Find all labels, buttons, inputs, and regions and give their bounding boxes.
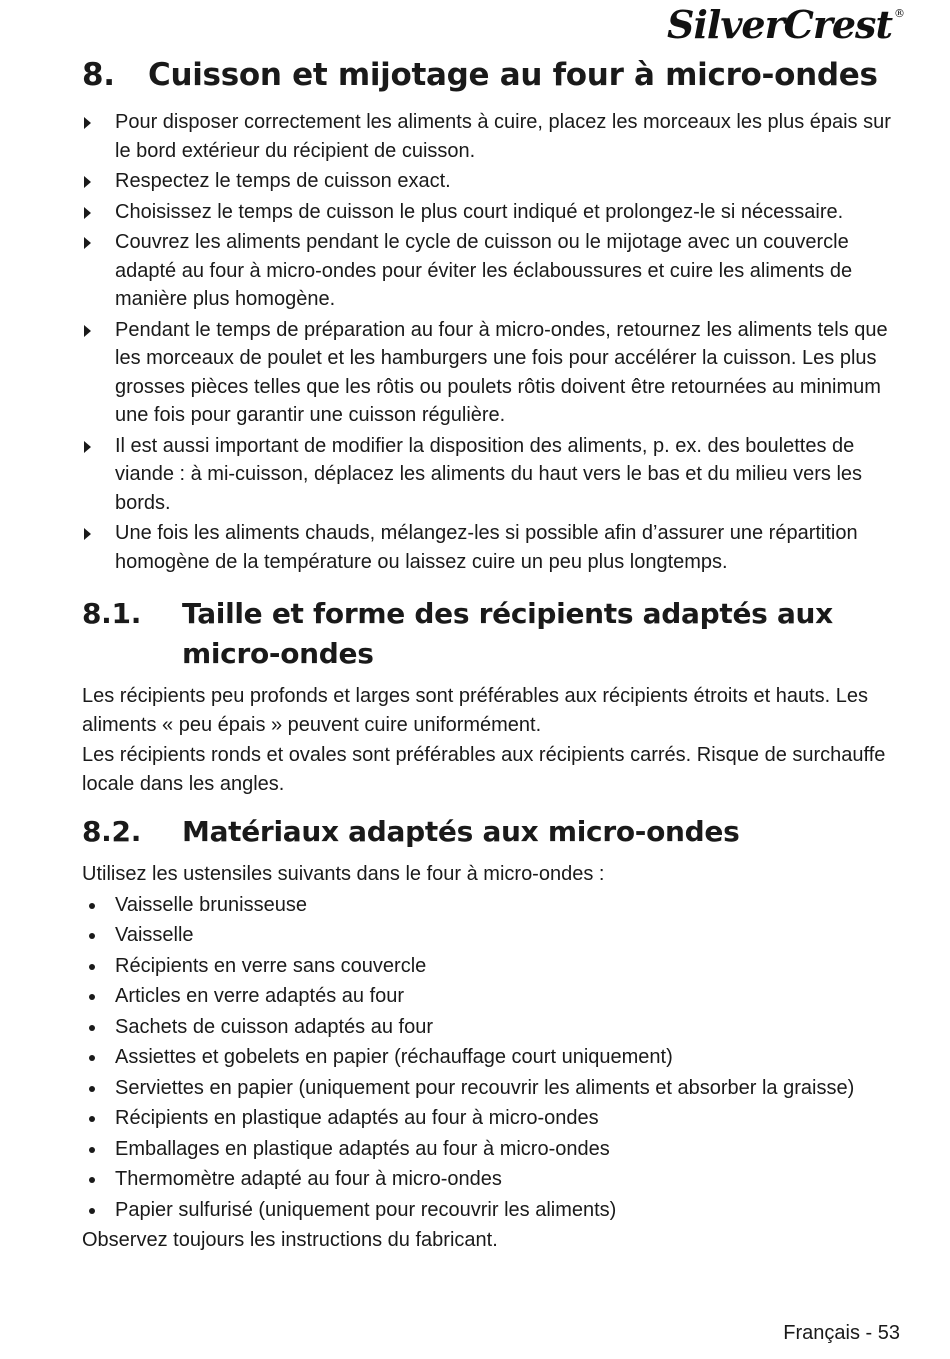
list-item (82, 1013, 904, 1042)
materials-list (82, 891, 904, 1225)
section-8-1-number: 8.1. (82, 597, 142, 630)
registered-mark: ® (894, 7, 904, 20)
bullet-dot-icon (89, 903, 95, 909)
list-item (82, 519, 904, 576)
paragraph: Les récipients ronds et ovales sont préférables aux récipients carrés. Risque de surchauffe locale dans les angles. (82, 744, 886, 795)
bullet-dot-icon (89, 964, 95, 970)
list-item-text: Une fois les aliments chauds, mélangez-les si possible afin d’assurer une répartition homogène de la température ou laissez cuire un peu plus longtemps. (115, 522, 858, 573)
list-item-text: Couvrez les aliments pendant le cycle de cuisson ou le mijotage avec un couvercle adapté au four à micro-ondes pour éviter les éclaboussures et cuire les aliments de manière plus homogène. (115, 231, 853, 310)
list-item-text: Emballages en plastique adaptés au four à micro-ondes (115, 1137, 610, 1160)
bullet-dot-icon (89, 1208, 95, 1214)
bullet-dot-icon (89, 1025, 95, 1031)
section-8-title: Cuisson et mijotage au four à micro-ondes (148, 57, 878, 93)
list-item (82, 108, 904, 165)
bullet-dot-icon (89, 1147, 95, 1153)
list-item-text: Serviettes en papier (uniquement pour recouvrir les aliments et absorber la graisse) (115, 1076, 855, 1099)
list-item-text: Pendant le temps de préparation au four à micro-ondes, retournez les aliments tels que les morceaux de poulet et les hamburgers une fois pour accélérer la cuisson. Les plus grosses pièces telles que les rôtis ou poulets rôtis doivent être retournées au minimum une fois pour garantir une cuisson régulière. (115, 318, 888, 426)
section-8-heading (82, 52, 904, 98)
list-item (82, 1043, 904, 1072)
section-8-2-heading (82, 812, 904, 852)
list-item-text: Thermomètre adapté au four à micro-ondes (115, 1168, 502, 1190)
section-8-2-number: 8.2. (82, 815, 142, 848)
paragraph: Les récipients peu profonds et larges sont préférables aux récipients étroits et hauts. Les aliments « peu épais » peuvent cuire uniformément. (82, 685, 869, 736)
logo-text: SilverCrest (667, 2, 892, 47)
section-8-1 (82, 594, 904, 798)
list-item-text: Assiettes et gobelets en papier (réchauffage court uniquement) (115, 1046, 673, 1068)
list-item (82, 228, 904, 314)
arrow-bullet-icon (84, 176, 91, 188)
list-item (82, 1135, 904, 1164)
section-8-2-title: Matériaux adaptés aux micro-ondes (182, 815, 740, 848)
list-item-text: Sachets de cuisson adaptés au four (115, 1015, 433, 1038)
section-8-2 (82, 812, 904, 1255)
section-8-2-body (82, 860, 904, 1255)
arrow-bullet-icon (84, 237, 91, 249)
list-item (82, 982, 904, 1011)
section-8-1-body (82, 682, 904, 798)
section-8 (82, 52, 904, 576)
list-item-text: Choisissez le temps de cuisson le plus court indiqué et prolongez-le si nécessaire. (115, 200, 844, 223)
list-item (82, 1165, 904, 1194)
bullet-dot-icon (89, 1177, 95, 1183)
arrow-bullet-icon (84, 207, 91, 219)
bullet-dot-icon (89, 1055, 95, 1061)
list-item (82, 1196, 904, 1225)
bullet-dot-icon (89, 933, 95, 939)
section-8-1-title: Taille et forme des récipients adaptés aux micro-ondes (182, 597, 833, 670)
list-item (82, 891, 904, 920)
arrow-bullet-icon (84, 325, 91, 337)
page-footer: Français - 53 (783, 1322, 900, 1344)
list-item-text: Pour disposer correctement les aliments à cuire, placez les morceaux les plus épais sur le bord extérieur du récipient de cuisson. (115, 111, 891, 162)
section-8-1-heading (82, 594, 904, 674)
list-item-text: Papier sulfurisé (uniquement pour recouvrir les aliments) (115, 1198, 617, 1221)
section-8-number: 8. (82, 57, 115, 93)
list-item-text: Il est aussi important de modifier la disposition des aliments, p. ex. des boulettes de viande : à mi-cuisson, déplacez les aliments du haut vers le bas et du milieu vers les bords. (115, 434, 863, 514)
arrow-bullet-icon (84, 441, 91, 453)
list-item-text: Respectez le temps de cuisson exact. (115, 170, 451, 192)
page-content (82, 52, 904, 1269)
silvercrest-logo (667, 2, 904, 47)
section-8-list (82, 108, 904, 576)
list-item-text: Vaisselle (115, 924, 194, 946)
bullet-dot-icon (89, 994, 95, 1000)
bullet-dot-icon (89, 1116, 95, 1122)
list-item (82, 921, 904, 950)
list-item-text: Récipients en verre sans couvercle (115, 954, 427, 977)
bullet-dot-icon (89, 1086, 95, 1092)
list-item-text: Vaisselle brunisseuse (115, 893, 307, 916)
list-item (82, 316, 904, 430)
list-item (82, 1104, 904, 1133)
list-item-text: Articles en verre adaptés au four (115, 985, 405, 1007)
list-item (82, 952, 904, 981)
list-item (82, 167, 904, 196)
list-item (82, 198, 904, 227)
list-item (82, 432, 904, 518)
section-8-2-outro: Observez toujours les instructions du fabricant. (82, 1229, 498, 1251)
list-item-text: Récipients en plastique adaptés au four à micro-ondes (115, 1107, 599, 1129)
section-8-2-intro: Utilisez les ustensiles suivants dans le four à micro-ondes : (82, 863, 605, 885)
arrow-bullet-icon (84, 117, 91, 129)
arrow-bullet-icon (84, 528, 91, 540)
list-item (82, 1074, 904, 1103)
